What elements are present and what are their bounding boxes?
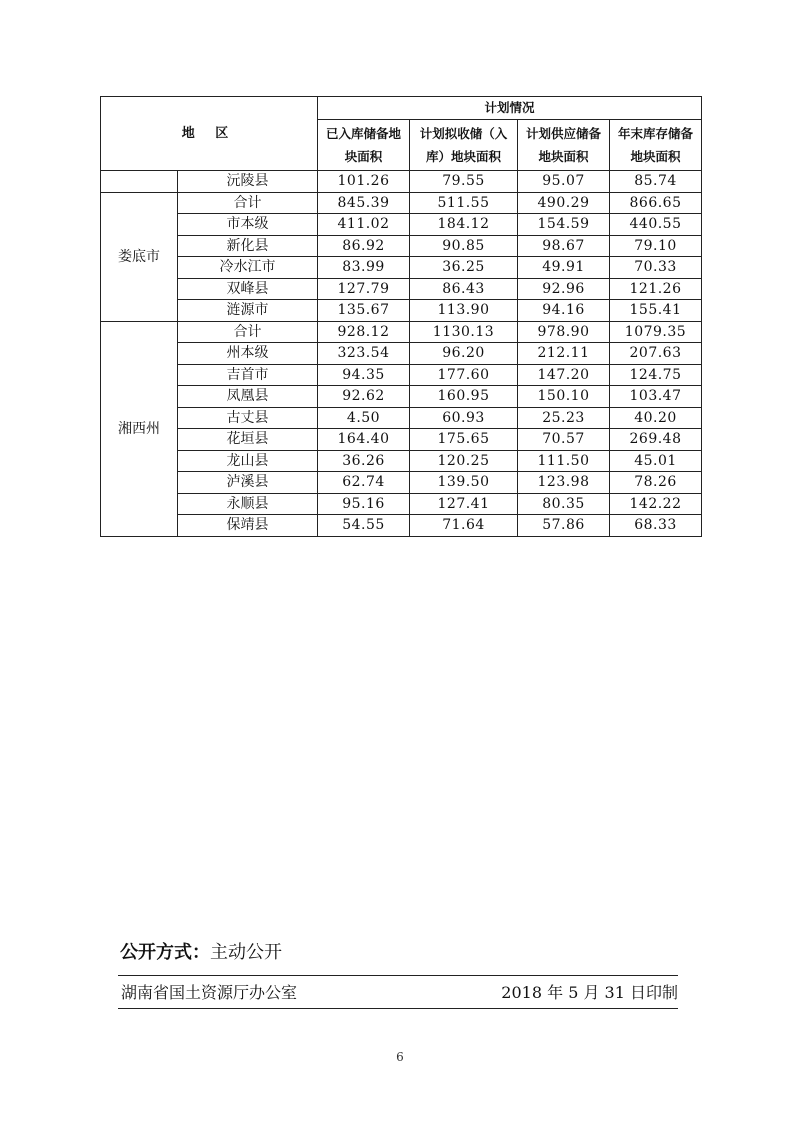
value-cell: 323.54 <box>318 343 410 365</box>
page-number: 6 <box>396 1050 404 1064</box>
value-cell: 184.12 <box>410 214 518 236</box>
value-cell: 147.20 <box>518 364 610 386</box>
table-row <box>101 429 702 451</box>
county-name: 市本级 <box>178 214 318 236</box>
column-header: 计划拟收储（入库）地块面积 <box>410 120 518 171</box>
value-cell: 155.41 <box>610 300 702 322</box>
value-cell: 212.11 <box>518 343 610 365</box>
county-name: 保靖县 <box>178 515 318 537</box>
value-cell: 86.92 <box>318 235 410 257</box>
value-cell: 4.50 <box>318 407 410 429</box>
value-cell: 78.26 <box>610 472 702 494</box>
plan-header: 计划情况 <box>318 97 702 120</box>
table-row <box>101 407 702 429</box>
value-cell: 177.60 <box>410 364 518 386</box>
value-cell: 62.74 <box>318 472 410 494</box>
county-name: 凤凰县 <box>178 386 318 408</box>
value-cell: 127.79 <box>318 278 410 300</box>
value-cell: 866.65 <box>610 192 702 214</box>
value-cell: 511.55 <box>410 192 518 214</box>
county-name: 合计 <box>178 192 318 214</box>
table-row <box>101 235 702 257</box>
value-cell: 71.64 <box>410 515 518 537</box>
value-cell: 139.50 <box>410 472 518 494</box>
value-cell: 94.16 <box>518 300 610 322</box>
print-date: 2018 年 5 月 31 日印制 <box>501 983 678 1002</box>
disclosure-method <box>120 938 282 964</box>
value-cell: 36.25 <box>410 257 518 279</box>
column-header: 已入库储备地块面积 <box>318 120 410 171</box>
value-cell: 928.12 <box>318 321 410 343</box>
value-cell: 103.47 <box>610 386 702 408</box>
region-blank-cell <box>101 171 178 193</box>
table-row <box>101 364 702 386</box>
value-cell: 94.35 <box>318 364 410 386</box>
county-name: 州本级 <box>178 343 318 365</box>
county-name: 龙山县 <box>178 450 318 472</box>
value-cell: 175.65 <box>410 429 518 451</box>
value-cell: 70.57 <box>518 429 610 451</box>
value-cell: 978.90 <box>518 321 610 343</box>
issuing-office: 湖南省国土资源厅办公室 <box>121 983 298 1002</box>
table-row <box>101 343 702 365</box>
value-cell: 92.96 <box>518 278 610 300</box>
table-row <box>101 515 702 537</box>
table-row <box>101 450 702 472</box>
value-cell: 135.67 <box>318 300 410 322</box>
value-cell: 111.50 <box>518 450 610 472</box>
value-cell: 1130.13 <box>410 321 518 343</box>
value-cell: 45.01 <box>610 450 702 472</box>
county-name: 花垣县 <box>178 429 318 451</box>
county-name: 冷水江市 <box>178 257 318 279</box>
value-cell: 160.95 <box>410 386 518 408</box>
county-name: 永顺县 <box>178 493 318 515</box>
value-cell: 80.35 <box>518 493 610 515</box>
value-cell: 1079.35 <box>610 321 702 343</box>
value-cell: 95.07 <box>518 171 610 193</box>
value-cell: 36.26 <box>318 450 410 472</box>
value-cell: 25.23 <box>518 407 610 429</box>
value-cell: 98.67 <box>518 235 610 257</box>
value-cell: 207.63 <box>610 343 702 365</box>
value-cell: 490.29 <box>518 192 610 214</box>
value-cell: 86.43 <box>410 278 518 300</box>
city-name: 湘西州 <box>101 321 178 536</box>
value-cell: 95.16 <box>318 493 410 515</box>
table-row <box>101 472 702 494</box>
county-name: 新化县 <box>178 235 318 257</box>
value-cell: 164.40 <box>318 429 410 451</box>
divider-line <box>118 1008 678 1009</box>
table-row <box>101 214 702 236</box>
county-name: 合计 <box>178 321 318 343</box>
value-cell: 60.93 <box>410 407 518 429</box>
value-cell: 411.02 <box>318 214 410 236</box>
disclosure-method-value: 主动公开 <box>210 942 282 963</box>
value-cell: 124.75 <box>610 364 702 386</box>
value-cell: 90.85 <box>410 235 518 257</box>
value-cell: 79.55 <box>410 171 518 193</box>
county-name: 吉首市 <box>178 364 318 386</box>
value-cell: 123.98 <box>518 472 610 494</box>
value-cell: 40.20 <box>610 407 702 429</box>
table-row <box>101 171 702 193</box>
value-cell: 70.33 <box>610 257 702 279</box>
land-reserve-table <box>100 96 702 537</box>
value-cell: 142.22 <box>610 493 702 515</box>
value-cell: 92.62 <box>318 386 410 408</box>
county-name: 沅陵县 <box>178 171 318 193</box>
column-header: 计划供应储备地块面积 <box>518 120 610 171</box>
divider-line <box>118 975 678 976</box>
value-cell: 150.10 <box>518 386 610 408</box>
value-cell: 79.10 <box>610 235 702 257</box>
table-row <box>101 300 702 322</box>
region-header: 地 区 <box>101 97 318 171</box>
value-cell: 845.39 <box>318 192 410 214</box>
disclosure-method-label: 公开方式： <box>120 942 210 963</box>
value-cell: 57.86 <box>518 515 610 537</box>
value-cell: 49.91 <box>518 257 610 279</box>
table-body <box>101 171 702 537</box>
value-cell: 127.41 <box>410 493 518 515</box>
table-row <box>101 321 702 343</box>
value-cell: 154.59 <box>518 214 610 236</box>
value-cell: 269.48 <box>610 429 702 451</box>
value-cell: 68.33 <box>610 515 702 537</box>
value-cell: 54.55 <box>318 515 410 537</box>
value-cell: 85.74 <box>610 171 702 193</box>
county-name: 双峰县 <box>178 278 318 300</box>
table-row <box>101 278 702 300</box>
value-cell: 121.26 <box>610 278 702 300</box>
column-header: 年末库存储备地块面积 <box>610 120 702 171</box>
county-name: 泸溪县 <box>178 472 318 494</box>
table-row <box>101 493 702 515</box>
value-cell: 120.25 <box>410 450 518 472</box>
table-row <box>101 257 702 279</box>
county-name: 古丈县 <box>178 407 318 429</box>
value-cell: 113.90 <box>410 300 518 322</box>
value-cell: 440.55 <box>610 214 702 236</box>
table-row <box>101 386 702 408</box>
county-name: 涟源市 <box>178 300 318 322</box>
value-cell: 83.99 <box>318 257 410 279</box>
table-row <box>101 192 702 214</box>
city-name: 娄底市 <box>101 192 178 321</box>
value-cell: 101.26 <box>318 171 410 193</box>
value-cell: 96.20 <box>410 343 518 365</box>
